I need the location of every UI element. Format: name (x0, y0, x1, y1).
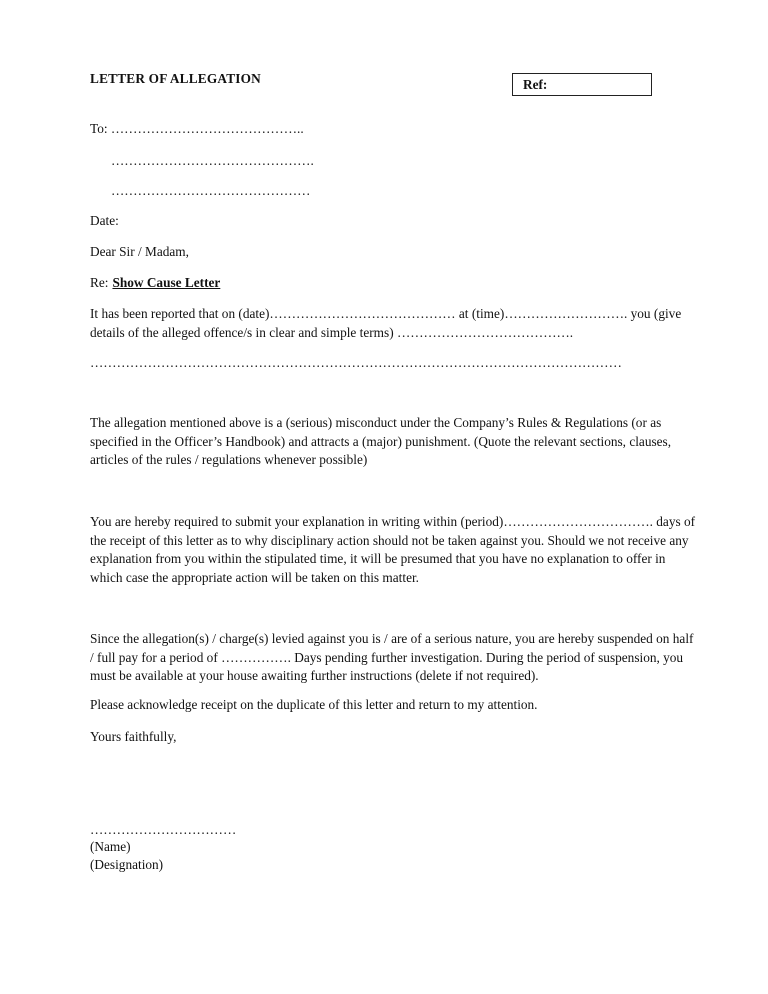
paragraph-suspension: Since the allegation(s) / charge(s) levied against you is / are of a serious nature, you are hereby suspended on half / full pay for a period of ……………. Days pending further investigation. During the period of suspension, you must be available at your house awaiting further instructions (delete if not required). (90, 631, 694, 683)
to-line-1: To: …………………………………….. (90, 121, 304, 136)
name-label: (Name) (90, 839, 131, 854)
date-label: Date: (90, 213, 119, 228)
to-line-3: ……………………………………… (111, 183, 311, 198)
ref-label: Ref: (523, 77, 548, 92)
signature-line: …………………………… (90, 822, 237, 837)
re-line (90, 274, 220, 292)
salutation: Dear Sir / Madam, (90, 244, 189, 259)
re-subject: Show Cause Letter (112, 275, 221, 290)
designation-label: (Designation) (90, 857, 164, 872)
closing: Yours faithfully, (90, 729, 177, 744)
letter-title: LETTER OF ALLEGATION (90, 71, 261, 86)
to-line-2: ………………………………………. (111, 153, 314, 168)
ref-box (512, 73, 652, 96)
re-prefix: Re: (90, 275, 109, 290)
paragraph-explanation: You are hereby required to submit your explanation in writing within (period)……………………………. days of the receipt of this letter as to why disciplinary action should not be taken against you. Should we not receive any explanation from you within the stipulated time, it will be presumed that you have no explanation to offer in which case the appropriate action will be taken on this matter. (90, 514, 696, 585)
paragraph-report: It has been reported that on (date)…………………………………… at (time)………………………. you (give details of the alleged offence/s in clear and simple terms) …………………………………. (90, 306, 682, 340)
dotted-line: ………………………………………………………………………………………………………… (90, 355, 622, 370)
paragraph-acknowledge: Please acknowledge receipt on the duplicate of this letter and return to my attention. (90, 697, 538, 712)
paragraph-allegation: The allegation mentioned above is a (serious) misconduct under the Company’s Rules & Regulations (or as specified in the Officer’s Handbook) and attracts a (major) punishment. (Quote the relevant sections, clauses, articles of the rules / regulations whenever possible) (90, 415, 672, 467)
